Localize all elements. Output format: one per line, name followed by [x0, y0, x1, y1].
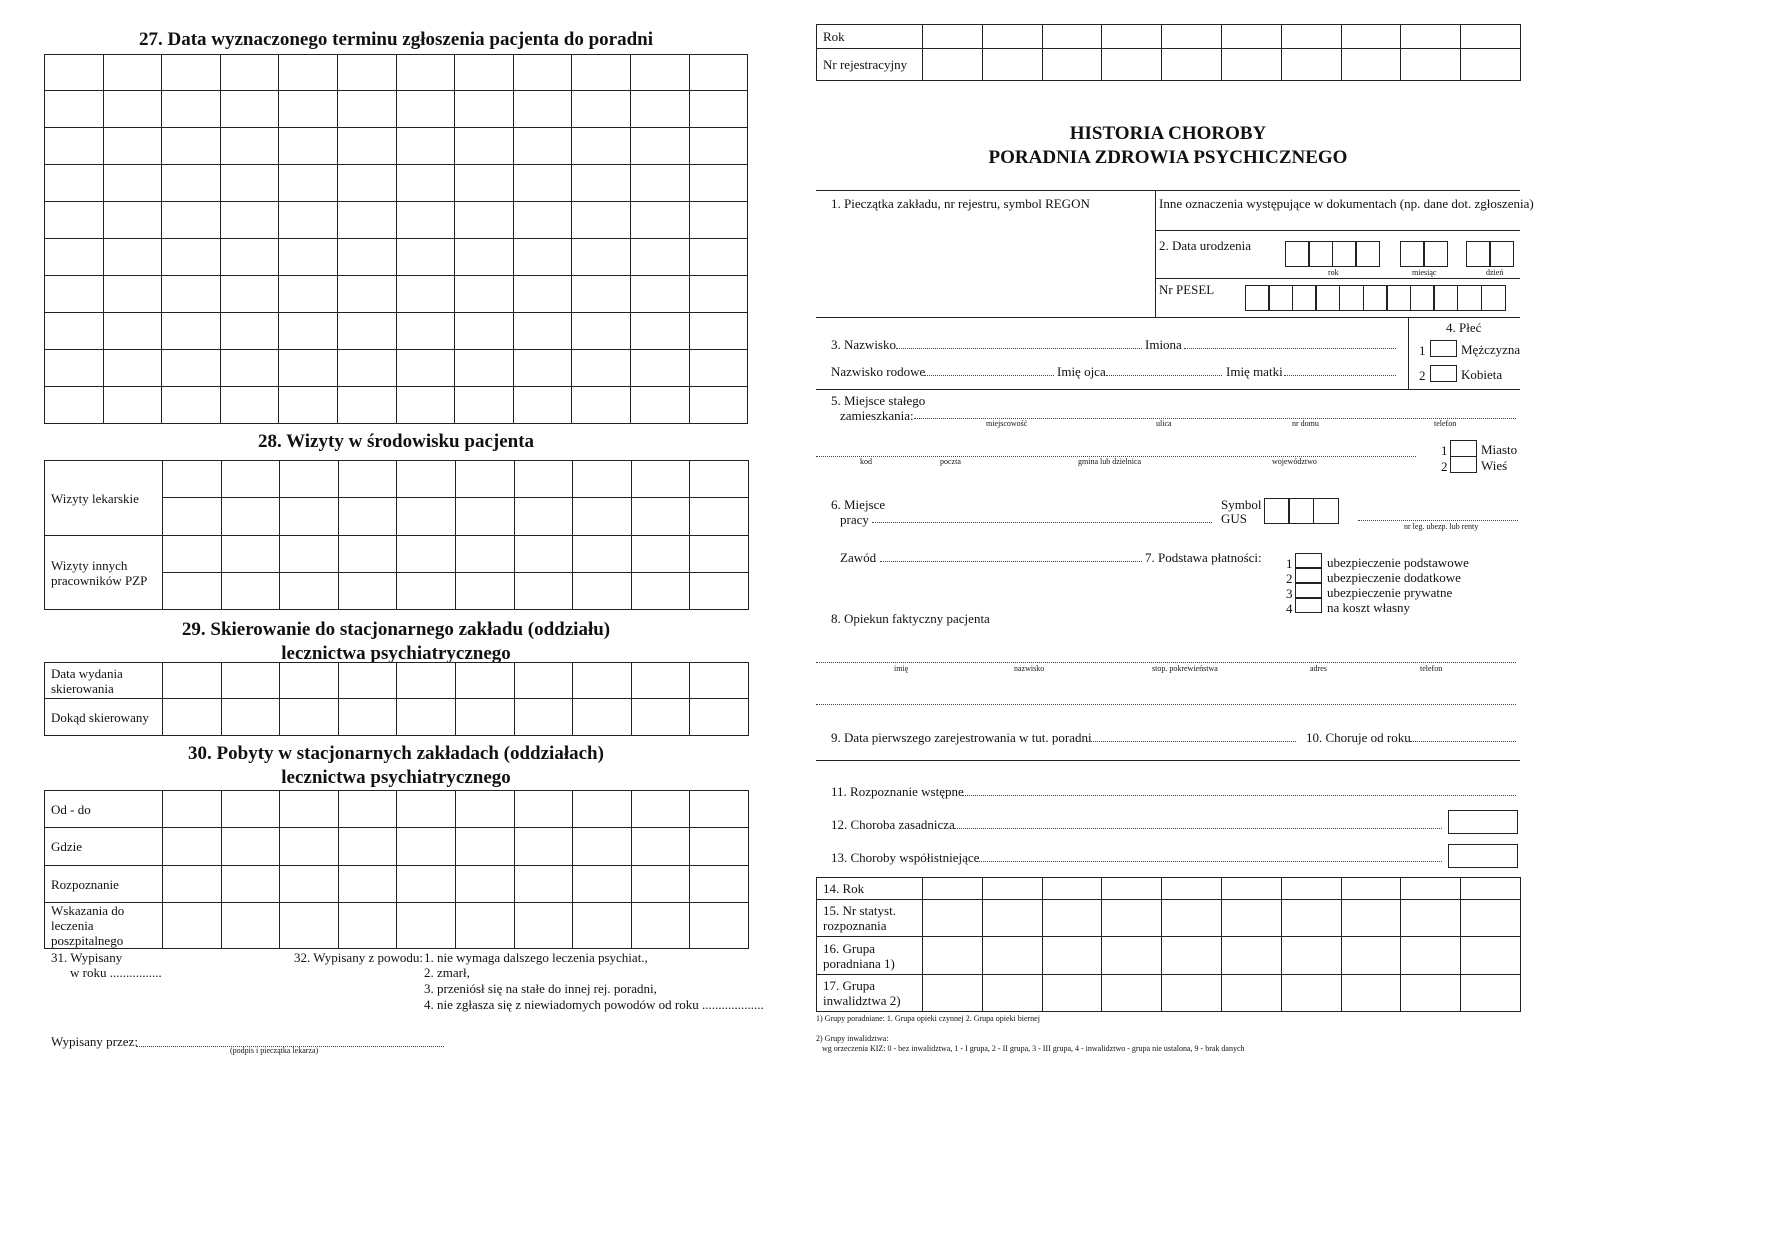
maiden-name-field[interactable] [924, 375, 1054, 376]
payment-1-number: 1 [1286, 556, 1293, 571]
grid-cell[interactable] [45, 91, 104, 128]
grid-cell[interactable] [45, 239, 104, 276]
pesel-digit-cell[interactable] [1245, 285, 1270, 311]
grid-cell[interactable] [513, 91, 572, 128]
sex-male-checkbox[interactable] [1430, 340, 1457, 357]
grid-cell[interactable] [455, 165, 514, 202]
grid-cell[interactable] [396, 165, 455, 202]
grid-cell[interactable] [630, 387, 689, 424]
grid-cell[interactable] [337, 276, 396, 313]
grid-cell[interactable] [279, 55, 338, 91]
sex-female-label: Kobieta [1461, 367, 1503, 382]
grid-row [45, 202, 748, 239]
workplace-label-line2: pracy [840, 512, 869, 527]
grid-cell[interactable] [455, 313, 514, 350]
payment-private-checkbox[interactable] [1295, 583, 1322, 598]
comorbidities-field[interactable] [976, 861, 1442, 862]
payment-own-cost-checkbox[interactable] [1295, 598, 1322, 613]
pesel-digit-cell[interactable] [1386, 285, 1411, 311]
place-city-checkbox[interactable] [1450, 440, 1477, 457]
section-27-grid[interactable] [44, 54, 748, 424]
grid-cell[interactable] [572, 165, 631, 202]
grid-cell[interactable] [162, 350, 221, 387]
pesel-label: Nr PESEL [1159, 282, 1215, 297]
grid-cell[interactable] [220, 91, 279, 128]
grid-cell[interactable] [455, 91, 514, 128]
residence-label-line1: 5. Miejsce stałego [831, 393, 926, 408]
section-29-title-line1: 29. Skierowanie do stacjonarnego zakładu (oddziału) [181, 619, 611, 640]
father-name-label: Imię ojca [1057, 364, 1106, 379]
discharged-label: 31. Wypisany [51, 950, 123, 965]
grid-cell[interactable] [689, 313, 748, 350]
initial-diagnosis-field[interactable] [962, 795, 1516, 796]
grid-row [45, 91, 748, 128]
document-title-line1: HISTORIA CHOROBY [1069, 123, 1267, 144]
row-label-statistical-number: 15. Nr statyst. rozpoznania [817, 900, 923, 937]
section-30-title-line2: lecznictwa psychiatrycznego [281, 767, 511, 788]
grid-cell[interactable] [103, 276, 162, 313]
row-label-clinic-group: 16. Grupa poradniana 1) [817, 937, 923, 975]
grid-cell[interactable] [630, 165, 689, 202]
birth-month-caption: miesiąc [1412, 268, 1437, 277]
row-label-year-14: 14. Rok [817, 878, 923, 900]
footnote-1: 1) Grupy poradniane: 1. Grupa opieki czynnej 2. Grupa opieki biernej [816, 1014, 1040, 1023]
grid-cell[interactable] [572, 128, 631, 165]
grid-cell[interactable] [45, 276, 104, 313]
row-label-doctor-visits: Wizyty lekarskie [45, 461, 163, 536]
grid-row [45, 276, 748, 313]
father-name-field[interactable] [1106, 375, 1222, 376]
grid-cell[interactable] [162, 91, 221, 128]
grid-cell[interactable] [45, 202, 104, 239]
grid-cell[interactable] [337, 128, 396, 165]
first-registration-label: 9. Data pierwszego zarejestrowania w tut. poradni [831, 730, 1092, 745]
pesel-digit-cell[interactable] [1481, 285, 1506, 311]
grid-cell[interactable] [572, 239, 631, 276]
grid-cell[interactable] [396, 350, 455, 387]
grid-cell[interactable] [455, 276, 514, 313]
place-city-label: Miasto [1481, 442, 1518, 457]
divider [816, 317, 1520, 318]
grid-cell[interactable] [396, 276, 455, 313]
grid-cell[interactable] [337, 313, 396, 350]
comorbidities-label: 13. Choroby współistniejące [831, 850, 980, 865]
row-label-where: Gdzie [45, 828, 163, 866]
grid-cell[interactable] [513, 239, 572, 276]
grid-cell[interactable] [396, 313, 455, 350]
sex-male-label: Mężczyzna [1461, 342, 1521, 357]
document-title [816, 122, 1520, 170]
grid-cell[interactable] [689, 165, 748, 202]
initial-diagnosis-label: 11. Rozpoznanie wstępne [831, 784, 964, 799]
grid-cell[interactable] [220, 202, 279, 239]
grid-cell[interactable] [220, 350, 279, 387]
grid-cell[interactable] [103, 313, 162, 350]
grid-row [45, 350, 748, 387]
payment-private-label: ubezpieczenie prywatne [1327, 585, 1453, 600]
payment-4-number: 4 [1286, 601, 1293, 616]
place-village-checkbox[interactable] [1450, 456, 1477, 473]
divider [816, 190, 1520, 191]
grid-cell[interactable] [630, 350, 689, 387]
grid-cell[interactable] [45, 313, 104, 350]
pesel-digit-cell[interactable] [1315, 285, 1340, 311]
grid-cell[interactable] [572, 202, 631, 239]
section-27-title: 27. Data wyznaczonego terminu zgłoszenia pacjenta do poradni [138, 29, 654, 50]
grid-cell[interactable] [162, 313, 221, 350]
workplace-label-line1: 6. Miejsce [831, 497, 886, 512]
caption-first-name: imię [894, 664, 909, 673]
discharged-by-label: Wypisany przez: [51, 1034, 138, 1049]
sex-label: 4. Płeć [1446, 320, 1482, 335]
first-registration-field[interactable] [1086, 741, 1296, 742]
discharge-reason-label: 32. Wypisany z powodu: [294, 950, 423, 965]
pesel-digit-cell[interactable] [1410, 285, 1435, 311]
grid-cell[interactable] [279, 91, 338, 128]
grid-cell[interactable] [513, 313, 572, 350]
footnote-2-title: 2) Grupy inwalidztwa: [816, 1034, 889, 1043]
grid-cell[interactable] [103, 239, 162, 276]
pesel-input[interactable] [1246, 285, 1506, 311]
grid-cell[interactable] [220, 128, 279, 165]
signature-note: (podpis i pieczątka lekarza) [230, 1046, 319, 1055]
grid-cell[interactable] [689, 276, 748, 313]
grid-cell[interactable] [513, 350, 572, 387]
guardian-extra-field[interactable] [816, 704, 1516, 705]
grid-cell[interactable] [103, 55, 162, 91]
grid-cell[interactable] [455, 239, 514, 276]
section-28-title: 28. Wizyty w środowisku pacjenta [257, 431, 535, 452]
grid-cell[interactable] [630, 239, 689, 276]
sex-female-checkbox[interactable] [1430, 365, 1457, 382]
grid-cell[interactable] [630, 55, 689, 91]
grid-cell[interactable] [220, 276, 279, 313]
grid-cell[interactable] [513, 128, 572, 165]
grid-cell[interactable] [455, 128, 514, 165]
grid-cell[interactable] [162, 276, 221, 313]
gus-symbol-label-line2: GUS [1221, 511, 1248, 526]
workplace-field[interactable] [872, 522, 1212, 523]
caption-post-office: poczta [940, 457, 961, 466]
facility-stamp-label: 1. Pieczątka zakładu, nr rejestru, symbol REGON [831, 196, 1090, 211]
grid-cell[interactable] [337, 165, 396, 202]
surname-field[interactable] [896, 348, 1142, 349]
caption-phone: telefon [1434, 419, 1457, 428]
grid-cell[interactable] [279, 350, 338, 387]
insurance-number-caption: nr leg. ubezp. lub renty [1404, 522, 1479, 531]
grid-cell[interactable] [572, 91, 631, 128]
caption-last-name: nazwisko [1014, 664, 1045, 673]
row-label-year: Rok [817, 25, 923, 49]
section-28-grid[interactable] [44, 460, 749, 610]
divider [1408, 317, 1409, 389]
occupation-field[interactable] [880, 561, 1142, 562]
grid-row [45, 55, 748, 91]
grid-cell[interactable] [279, 276, 338, 313]
grid-row [45, 128, 748, 165]
grid-row [45, 387, 748, 424]
grid-cell[interactable] [572, 313, 631, 350]
grid-cell[interactable] [103, 128, 162, 165]
grid-cell[interactable] [45, 350, 104, 387]
sex-option-2-number: 2 [1419, 368, 1426, 383]
pesel-digit-cell[interactable] [1268, 285, 1293, 311]
grid-cell[interactable] [689, 55, 748, 91]
discharge-reason-3[interactable]: 3. przeniósł się na stałe do innej rej. poradni, [424, 981, 657, 996]
grid-cell[interactable] [220, 239, 279, 276]
divider [816, 389, 1520, 390]
grid-cell[interactable] [279, 202, 338, 239]
grid-cell[interactable] [220, 313, 279, 350]
section-29-title [44, 618, 748, 666]
grid-cell[interactable] [396, 202, 455, 239]
grid-cell[interactable] [45, 128, 104, 165]
grid-row [45, 313, 748, 350]
grid-cell[interactable] [689, 239, 748, 276]
grid-cell[interactable] [396, 55, 455, 91]
grid-cell[interactable] [630, 313, 689, 350]
grid-cell[interactable] [689, 91, 748, 128]
caption-town: miejscowość [986, 419, 1028, 428]
caption-guardian-phone: telefon [1420, 664, 1443, 673]
guardian-label: 8. Opiekun faktyczny pacjenta [831, 611, 990, 626]
grid-cell[interactable] [103, 202, 162, 239]
registration-grid[interactable] [816, 24, 1521, 81]
grid-cell[interactable] [513, 55, 572, 91]
divider [1155, 190, 1156, 317]
grid-row [45, 239, 748, 276]
birth-day-input[interactable] [1467, 241, 1514, 267]
document-title-line2: PORADNIA ZDROWIA PSYCHICZNEGO [988, 147, 1348, 168]
grid-cell[interactable] [220, 387, 279, 424]
section-29-grid[interactable] [44, 662, 749, 736]
grid-cell[interactable] [572, 55, 631, 91]
grid-cell[interactable] [513, 387, 572, 424]
mother-name-field[interactable] [1284, 375, 1396, 376]
grid-cell[interactable] [455, 350, 514, 387]
sex-option-1-number: 1 [1419, 343, 1426, 358]
grid-cell[interactable] [279, 313, 338, 350]
grid-cell[interactable] [103, 387, 162, 424]
grid-cell[interactable] [337, 91, 396, 128]
payment-3-number: 3 [1286, 586, 1293, 601]
discharge-reason-4[interactable]: 4. nie zgłasza się z niewiadomych powodów od roku ................... [424, 997, 764, 1012]
grid-cell[interactable] [630, 91, 689, 128]
grid-cell[interactable] [220, 55, 279, 91]
grid-cell[interactable] [103, 91, 162, 128]
guardian-field[interactable] [816, 662, 1516, 663]
row-label-disability-group: 17. Grupa inwalidztwa 2) [817, 975, 923, 1012]
insurance-number-field[interactable] [1358, 520, 1518, 521]
divider [1155, 278, 1520, 279]
grid-cell[interactable] [337, 387, 396, 424]
grid-cell[interactable] [45, 387, 104, 424]
payment-basis-label: 7. Podstawa płatności: [1145, 550, 1262, 565]
main-disease-code-box[interactable] [1448, 810, 1518, 834]
grid-cell[interactable] [689, 350, 748, 387]
grid-cell[interactable] [630, 202, 689, 239]
grid-cell[interactable] [162, 202, 221, 239]
row-label-post-hospital-indications: Wskazania do leczenia poszpitalnego [45, 903, 163, 949]
section-30-title-line1: 30. Pobyty w stacjonarnych zakładach (oddziałach) [188, 743, 604, 764]
pesel-digit-cell[interactable] [1433, 285, 1458, 311]
birth-date-label: 2. Data urodzenia [1159, 238, 1252, 253]
section-30-grid[interactable] [44, 790, 749, 949]
caption-house-number: nr domu [1292, 419, 1319, 428]
pesel-digit-cell[interactable] [1292, 285, 1317, 311]
grid-cell[interactable] [279, 387, 338, 424]
grid-cell[interactable] [572, 350, 631, 387]
grid-cell[interactable] [396, 128, 455, 165]
birth-month-input[interactable] [1401, 241, 1448, 267]
main-disease-label: 12. Choroba zasadnicza [831, 817, 955, 832]
grid-cell[interactable] [337, 202, 396, 239]
grid-cell[interactable] [396, 91, 455, 128]
payment-basic-label: ubezpieczenie podstawowe [1327, 555, 1469, 570]
first-names-label: Imiona [1145, 337, 1182, 352]
grid-cell[interactable] [396, 239, 455, 276]
grid-cell[interactable] [513, 165, 572, 202]
caption-voivodeship: województwo [1272, 457, 1317, 466]
birth-year-input[interactable] [1286, 241, 1380, 267]
section-29-title-line2: lecznictwa psychiatrycznego [281, 643, 511, 664]
divider [816, 760, 1520, 761]
grid-cell[interactable] [162, 387, 221, 424]
grid-cell[interactable] [513, 276, 572, 313]
payment-own-cost-label: na koszt własny [1327, 600, 1411, 615]
residence-label-line2: zamieszkania: [840, 408, 914, 423]
footnote-2-body: wg orzeczenia KIZ: 0 - bez inwalidztwa, 1 - I grupa, 2 - II grupa, 3 - III grupa, 4 - inwalidztwo - grupa nie ustalona, 9 - brak danych [822, 1044, 1245, 1053]
grid-cell[interactable] [572, 387, 631, 424]
place-option-2-number: 2 [1441, 459, 1448, 474]
grid-cell[interactable] [689, 387, 748, 424]
grid-cell[interactable] [630, 276, 689, 313]
grid-cell[interactable] [103, 350, 162, 387]
comorbidities-code-box[interactable] [1448, 844, 1518, 868]
ill-since-field[interactable] [1410, 741, 1516, 742]
surname-label: 3. Nazwisko [831, 337, 896, 352]
caption-district: gmina lub dzielnica [1078, 457, 1142, 466]
payment-2-number: 2 [1286, 571, 1293, 586]
grid-cell[interactable] [162, 165, 221, 202]
mother-name-label: Imię matki [1226, 364, 1283, 379]
grid-cell[interactable] [396, 387, 455, 424]
row-label-other-staff-visits: Wizyty innych pracowników PZP [45, 536, 163, 610]
grid-cell[interactable] [689, 202, 748, 239]
other-marks-label: Inne oznaczenia występujące w dokumentach (np. dane dot. zgłoszenia) [1159, 196, 1534, 211]
divider [1155, 230, 1520, 231]
birth-year-caption: rok [1328, 268, 1339, 277]
grid-cell[interactable] [45, 165, 104, 202]
discharge-reason-2[interactable]: 2. zmarł, [424, 965, 470, 980]
grid-cell[interactable] [337, 239, 396, 276]
grid-cell[interactable] [220, 165, 279, 202]
grid-cell[interactable] [513, 202, 572, 239]
caption-relationship: stop. pokrewieństwa [1152, 664, 1218, 673]
grid-cell[interactable] [455, 202, 514, 239]
grid-cell[interactable] [279, 165, 338, 202]
grid-cell[interactable] [455, 55, 514, 91]
discharged-year-field[interactable]: w roku ................ [70, 965, 162, 980]
caption-street: ulica [1156, 419, 1172, 428]
grid-cell[interactable] [572, 276, 631, 313]
place-option-1-number: 1 [1441, 443, 1448, 458]
grid-row [45, 165, 748, 202]
grid-cell[interactable] [279, 128, 338, 165]
grid-cell[interactable] [630, 128, 689, 165]
maiden-name-label: Nazwisko rodowe [831, 364, 926, 379]
pesel-digit-cell[interactable] [1457, 285, 1482, 311]
grid-cell[interactable] [162, 55, 221, 91]
gus-symbol-label-line1: Symbol [1221, 497, 1262, 512]
caption-address: adres [1310, 664, 1327, 673]
ill-since-label: 10. Choruje od roku [1306, 730, 1411, 745]
grid-cell[interactable] [455, 387, 514, 424]
caption-postal-code: kod [860, 457, 872, 466]
payment-basic-checkbox[interactable] [1295, 553, 1322, 568]
place-village-label: Wieś [1481, 458, 1508, 473]
row-label-diagnosis: Rozpoznanie [45, 866, 163, 903]
row-label-from-to: Od - do [45, 791, 163, 828]
row-label-referred-to: Dokąd skierowany [45, 699, 163, 736]
discharge-reason-1[interactable]: 1. nie wymaga dalszego leczenia psychiat., [424, 950, 648, 965]
pesel-digit-cell[interactable] [1339, 285, 1364, 311]
first-names-field[interactable] [1184, 348, 1396, 349]
grid-cell[interactable] [279, 239, 338, 276]
grid-cell[interactable] [45, 55, 104, 91]
statistics-grid[interactable] [816, 877, 1521, 1012]
grid-cell[interactable] [162, 239, 221, 276]
pesel-digit-cell[interactable] [1363, 285, 1388, 311]
grid-cell[interactable] [103, 165, 162, 202]
grid-cell[interactable] [337, 350, 396, 387]
row-label-registration-number: Nr rejestracyjny [817, 49, 923, 81]
birth-day-caption: dzień [1486, 268, 1504, 277]
main-disease-field[interactable] [954, 828, 1442, 829]
payment-additional-checkbox[interactable] [1295, 568, 1322, 583]
gus-symbol-input[interactable] [1265, 498, 1339, 524]
occupation-label: Zawód [840, 550, 877, 565]
section-30-title [44, 742, 748, 790]
row-label-referral-date: Data wydania skierowania [45, 663, 163, 699]
grid-cell[interactable] [162, 128, 221, 165]
grid-cell[interactable] [337, 55, 396, 91]
payment-additional-label: ubezpieczenie dodatkowe [1327, 570, 1461, 585]
grid-cell[interactable] [689, 128, 748, 165]
